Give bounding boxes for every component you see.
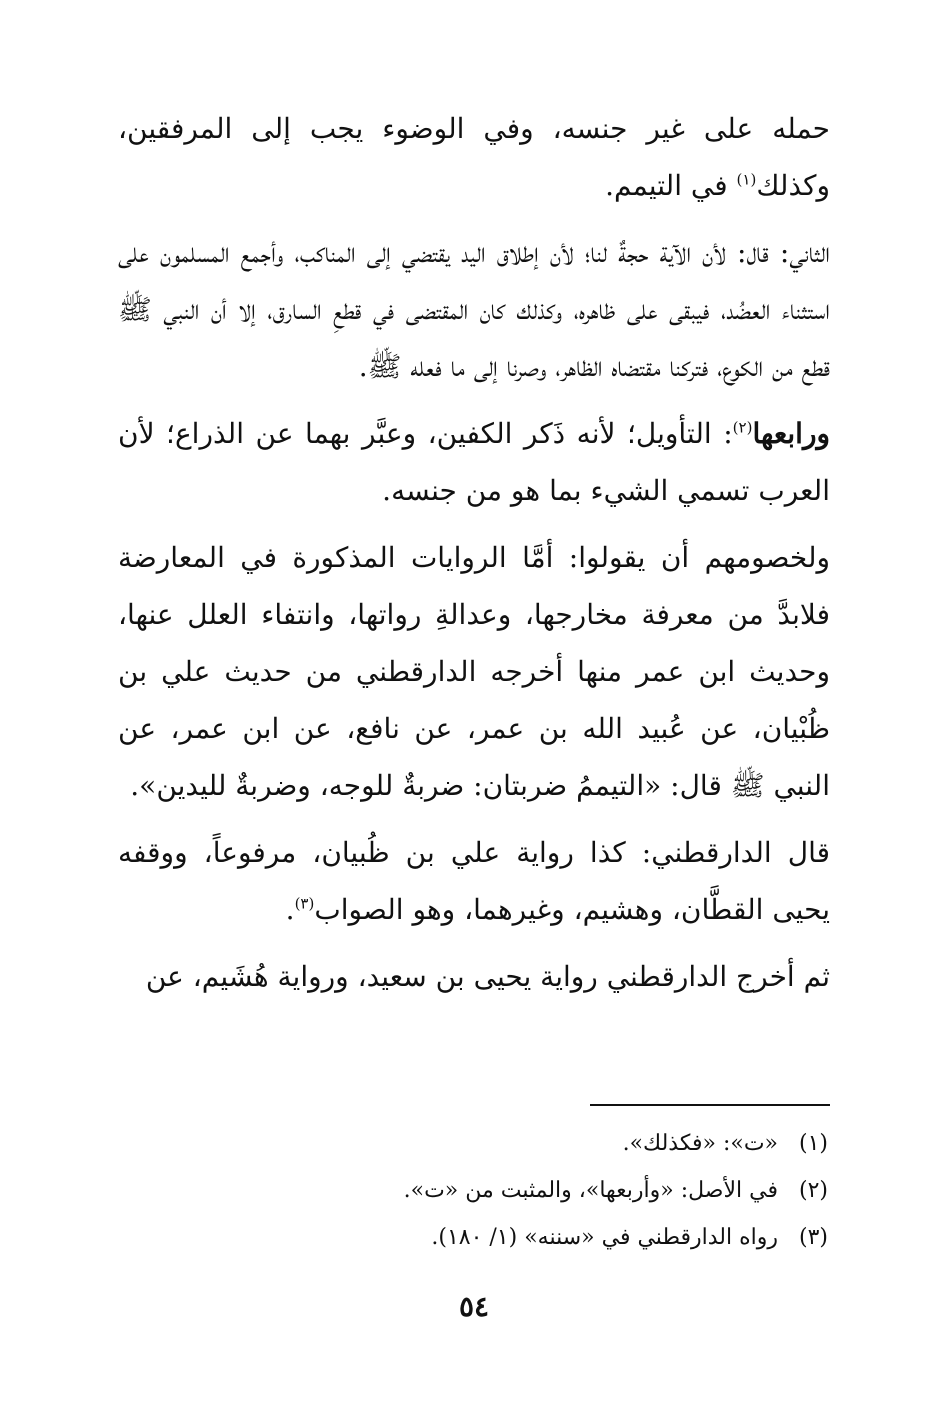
paragraph-6 [118, 948, 830, 1005]
footnote-1-number: (١) [798, 1131, 828, 1156]
footnote-separator [590, 1104, 830, 1106]
footnote-3 [128, 1214, 828, 1261]
paragraph-6-text: ثم أخرج الدارقطني رواية يحيى بن سعيد، ورواية هُشَيم، عن [145, 960, 830, 993]
footnote-ref-1: (١) [736, 170, 757, 189]
footnote-2-number: (٢) [798, 1178, 828, 1203]
paragraph-1-text-a: حمله على غير جنسه، وفي الوضوء يجب إلى المرفقين، وكذلك [118, 112, 830, 202]
paragraph-1 [118, 100, 830, 214]
footnote-3-number: (٣) [798, 1225, 828, 1250]
paragraph-5-text-a: قال الدارقطني: كذا رواية علي بن ظُبيان، مرفوعاً، ووقفه يحيى القطَّان، وهشيم، وغيرهما، وهو الصواب [118, 836, 830, 926]
paragraph-3-text: : التأويل؛ لأنه ذَكر الكفين، وعبَّر بهما عن الذراع؛ لأن العرب تسمي الشيء بما هو من جنسه. [118, 417, 830, 507]
paragraph-2 [118, 224, 830, 395]
paragraph-3-heading: ورابعها [752, 417, 830, 450]
paragraph-3 [118, 405, 830, 519]
footnote-ref-2: (٢) [732, 418, 753, 437]
paragraph-4 [118, 529, 830, 814]
paragraph-1-text-b: في التيمم. [605, 169, 737, 202]
main-text [118, 100, 830, 1015]
footnote-ref-3: (٣) [294, 894, 315, 913]
footnote-1-text: «ت»: «فكذلك». [622, 1131, 778, 1156]
footnote-2-text: في الأصل: «وأربعها»، والمثبت من «ت». [403, 1178, 778, 1203]
paragraph-4-text: ولخصومهم أن يقولوا: أمَّا الروايات المذكورة في المعارضة فلابدَّ من معرفة مخارجها، وعدالةِ رواتها، وانتفاء العلل عنها، وحديث ابن عمر منها أخرجه الدارقطني من حديث علي بن ظُبْيان، عن عُبيد الله بن عمر، عن نافع، عن ابن عمر، عن النبي ﷺ قال: «التيممُ ضربتان: ضربةٌ للوجه، وضربةٌ لليدين». [118, 541, 830, 802]
page-number: ٥٤ [458, 1290, 490, 1323]
paragraph-5 [118, 824, 830, 938]
footnote-2 [128, 1167, 828, 1214]
footnote-1 [128, 1120, 828, 1167]
footnote-3-text: رواه الدارقطني في «سننه» (١/ ١٨٠). [431, 1225, 778, 1250]
footnotes [128, 1120, 828, 1261]
paragraph-2-text: الثاني: قال: لأن الآية حجةٌ لنا؛ لأن إطلاق اليد يقتضي إلى المناكب، وأجمع المسلمون على استثناء العضُد، فيبقى على ظاهره، وكذلك كان المقتضى في قطعِ السارق، إلا أن النبي ﷺ قطع من الكوع، فتركنا مقتضاه الظاهر، وصرنا إلى ما فعله ﷺ. [118, 236, 830, 383]
paragraph-5-text-b: . [285, 893, 295, 926]
